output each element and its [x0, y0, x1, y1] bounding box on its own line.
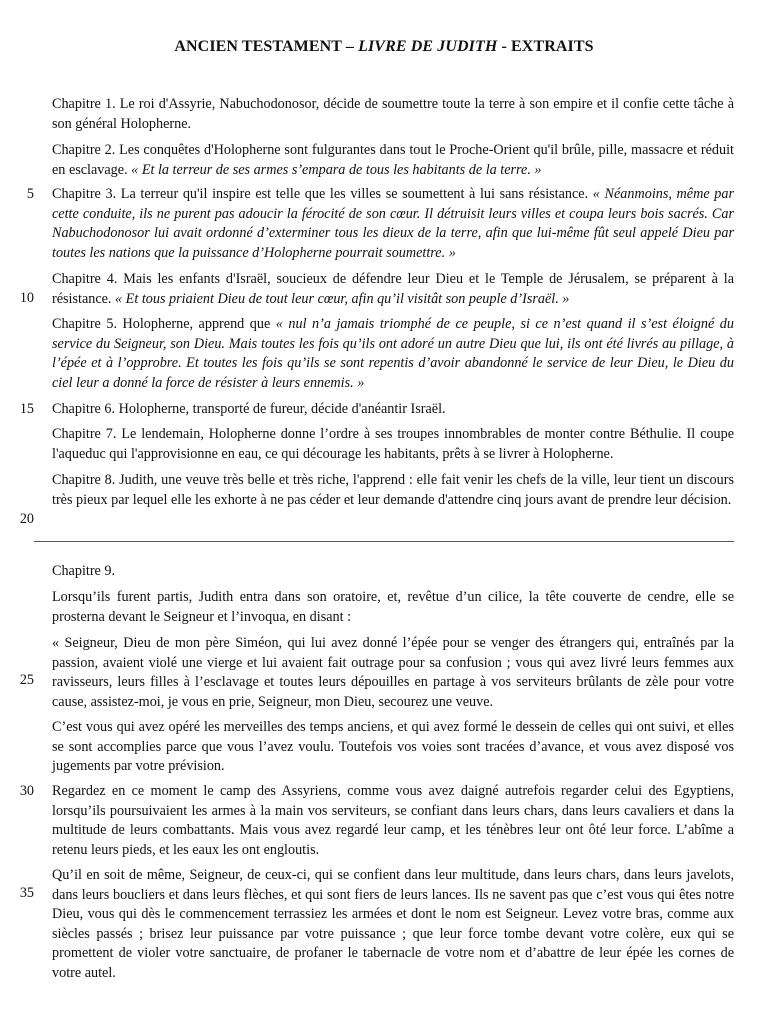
summary-text: Chapitre 3. La terreur qu'il inspire est telle que les villes se soumettent à lui sans résistance. — [52, 186, 593, 202]
chapter-9-paragraph — [52, 634, 734, 712]
chapter-6-summary — [52, 400, 734, 420]
line-number: 20 — [19, 511, 34, 527]
chapter-7-summary — [52, 425, 734, 464]
line-number: 25 — [19, 672, 34, 688]
chapter-2-summary — [52, 141, 734, 180]
summary-text: Chapitre 2. Les conquêtes d'Holopherne sont fulgurantes dans tout le Proche-Orient qu'il brûle, pille, massacre et réduit en esclavage. — [52, 142, 734, 178]
chapter-9-paragraph — [52, 588, 734, 627]
chapter-9-paragraph — [52, 718, 734, 777]
title-prefix: ANCIEN TESTAMENT – — [174, 38, 359, 55]
line-number: 5 — [26, 186, 34, 202]
chapter-8-summary — [52, 471, 734, 510]
summary-text: Chapitre 8. Judith, une veuve très belle et très riche, l'apprend : elle fait venir les chefs de la ville, leur tient un discours très pieux par lequel elle les exhorte à ne pas céder et leur demande d'attendre cinq jours avant de prendre leur décision. — [52, 472, 734, 508]
paragraph-text: « Seigneur, Dieu de mon père Siméon, qui lui avez donné l’épée pour se venger des étrangers qui, entraînés par la passion, avaient violé une vierge et lui avaient fait outrage pour sa confusion ; vous qui avez livré leurs femmes aux ravisseurs, leurs filles à l’esclavage et toutes leurs dépouilles en partage à vos serviteurs brûlants de zèle pour votre cause, assistez-moi, je vous en prie, Seigneur, mon Dieu, secourez une veuve. — [52, 635, 734, 710]
summary-text: Chapitre 5. Holopherne, apprend que — [52, 316, 276, 332]
paragraph-text: C’est vous qui avez opéré les merveilles des temps anciens, et qui avez formé le dessein de celles qui ont suivi, et elles se sont accomplies parce que vous l’avez voulu. Toutefois vos voies sont tracées d’avance, et vous avez disposé vos jugements par votre prévision. — [52, 719, 734, 775]
summary-text: Chapitre 6. Holopherne, transporté de fureur, décide d'anéantir Israël. — [52, 401, 446, 417]
chapter-4-summary — [52, 270, 734, 309]
summary-text: Chapitre 4. Mais les enfants d'Israël, soucieux de défendre leur Dieu et le Temple de Jérusalem, se préparent à la résistance. — [52, 271, 734, 307]
chapter-5-summary — [52, 315, 734, 393]
line-number: 35 — [19, 885, 34, 901]
chapter-1-summary — [52, 95, 734, 134]
chapter-3-summary — [52, 185, 734, 263]
summary-quote: « Et la terreur de ses armes s’empara de tous les habitants de la terre. » — [131, 161, 542, 178]
summary-text: Chapitre 7. Le lendemain, Holopherne donne l’ordre à ses troupes innombrables de monter contre Béthulie. Il coupe l'aqueduc qui l'approvisionne en eau, ce qui décourage les habitants, prêts à se livrer à Holopherne. — [52, 426, 734, 462]
paragraph-text: Qu’il en soit de même, Seigneur, de ceux-ci, qui se confient dans leur multitude, dans leurs chars, dans leurs javelots, dans leurs boucliers et dans leurs flèches, et qui sont fiers de leurs lances. Ils ne savent pas que c’est vous qui êtes notre Dieu, vous qui dès le commencement terrassiez les armées et dont le nom est Seigneur. Levez votre bras, comme aux siècles passés ; brisez leur puissance par votre puissance ; que leur force tombe devant votre colère, eux qui se promettent de violer votre sanctuaire, de profaner le tabernacle de votre nom et d’abattre de leur épée les cornes de votre autel. — [52, 867, 734, 981]
section-divider — [34, 541, 734, 542]
chapter-9-paragraph — [52, 866, 734, 984]
line-number: 30 — [19, 783, 34, 799]
document-title — [0, 38, 768, 56]
summary-quote: « Et tous priaient Dieu de tout leur cœur, afin qu’il visitât son peuple d’Israël. » — [115, 290, 570, 307]
line-number: 10 — [19, 290, 34, 306]
line-number: 15 — [19, 401, 34, 417]
summary-quote: « nul n’a jamais triomphé de ce peuple, si ce n’est quand il s’est éloigné du service du Seigneur, son Dieu. Mais toutes les fois qu’ils ont adoré un autre Dieu que lui, ils ont été livrés au pillage, à l’épée et à l’opprobre. Et toutes les fois qu’ils se sont repentis d’avoir abandonné le service de leur Dieu, le Dieu du ciel leur a donné la force de résister à leurs ennemis. » — [52, 316, 734, 391]
title-suffix: - EXTRAITS — [497, 38, 594, 55]
summary-text: Chapitre 1. Le roi d'Assyrie, Nabuchodonosor, décide de soumettre toute la terre à son empire et il confie cette tâche à son général Holopherne. — [52, 96, 734, 132]
summary-quote: « Néanmoins, même par cette conduite, ils ne purent pas adoucir la férocité de son cœur. Il détruisit leurs villes et coupa leurs bois sacrés. Car Nabuchodonosor lui avait ordonné d’exterminer tous les dieux de la terre, afin que lui-même fût seul appelé Dieu par toutes les nations que la puissance d’Holopherne pourrait soumettre. » — [52, 186, 734, 261]
paragraph-text: Regardez en ce moment le camp des Assyriens, comme vous avez daigné autrefois regarder celui des Egyptiens, lorsqu’ils poursuivaient les armes à la main vos serviteurs, se confiant dans leurs chars, dans leurs cavaliers et dans la multitude de leurs combattants. Mais vous avez regardé leur camp, et les ténèbres leur ont ôté leur force. L’abîme a retenu leurs pieds, et les eaux les ont engloutis. — [52, 783, 734, 858]
title-book-name: LIVRE DE JUDITH — [358, 38, 498, 55]
chapter-9-heading — [52, 562, 734, 582]
chapter-9-heading-text: Chapitre 9. — [52, 563, 116, 579]
paragraph-text: Lorsqu’ils furent partis, Judith entra dans son oratoire, et, revêtue d’un cilice, la tête couverte de cendre, elle se prosterna devant le Seigneur et l’invoqua, en disant : — [52, 589, 734, 625]
chapter-9-paragraph — [52, 782, 734, 860]
